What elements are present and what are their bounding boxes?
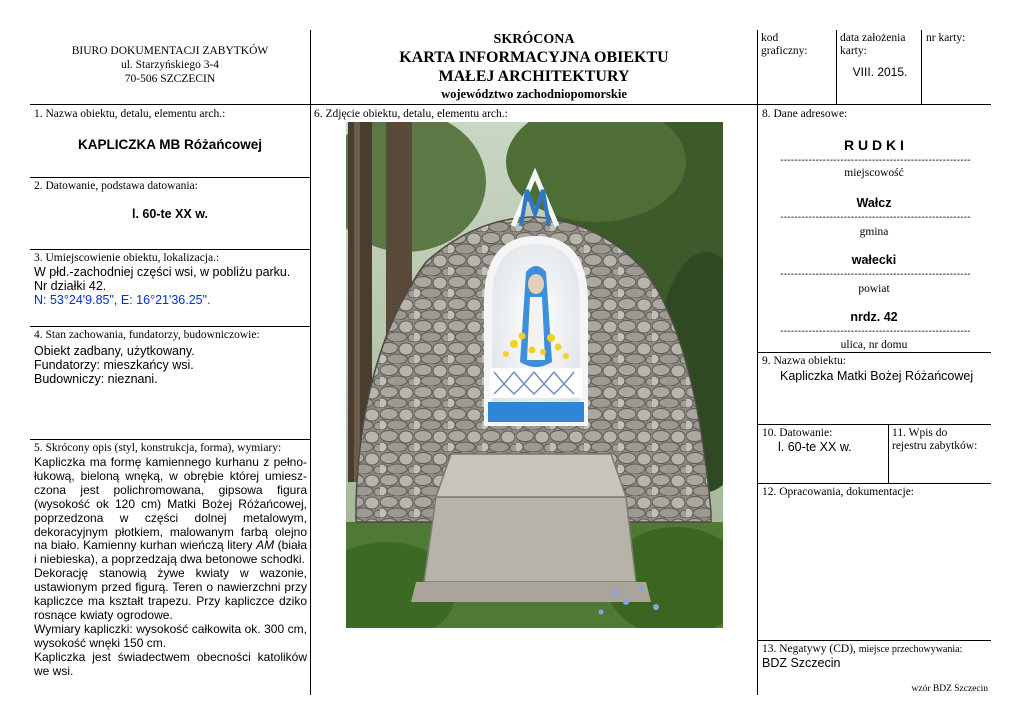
s1-bottom (30, 177, 310, 178)
s5-paragraph-4: Kapliczka jest świadectwem obecności katolików we wsi. (34, 649, 307, 678)
chapel-photo (346, 122, 723, 628)
s5-p1-letters: AM (256, 538, 275, 553)
chapel-photo-illustration (346, 122, 723, 628)
data-label-2: karty: (840, 45, 867, 57)
s10-s11-divider (888, 424, 889, 483)
title-line-3: MAŁEJ ARCHITEKTURY (438, 68, 630, 85)
header-bottom-line (30, 104, 991, 105)
kod-graficzny-field[interactable] (761, 32, 835, 58)
s11-label-2: rejestru zabytków: (892, 440, 978, 452)
office-name: BIURO DOKUMENTACJI ZABYTKÓW (71, 45, 269, 57)
kod-label-1: kod (761, 32, 779, 44)
s3-coordinates: N: 53°24'9.85", E: 16°21'36.25". (34, 293, 211, 307)
s3-content (34, 265, 308, 307)
footer-template-note: wzór BDZ Szczecin (911, 684, 988, 694)
ulica-dashes: ------------------------------------------------------ (780, 326, 971, 337)
data-label-1: data założenia (840, 32, 906, 44)
column-divider-left (310, 30, 311, 695)
gmina-dashes: ------------------------------------------------------ (780, 212, 971, 223)
s5-paragraph-2: Dekorację stanowią żywe kwiaty w wazonie, ustawionym przed figurą. Teren o nawierzchni przy kapliczce ma kształt trapezu. Przy kapliczce dziko rosnące kwiaty ogrodowe. (34, 566, 307, 622)
s4-bottom (30, 439, 310, 440)
ulica-value: nrdz. 42 (850, 310, 898, 324)
data-zalozenia-field[interactable] (840, 32, 920, 79)
gmina-label: gmina (859, 226, 889, 238)
s13-value: BDZ Szczecin (762, 656, 841, 670)
card-title (311, 30, 757, 103)
s12-bottom (757, 640, 991, 641)
header-divider-1 (836, 30, 837, 104)
office-street: ul. Starzyńskiego 3-4 (120, 59, 220, 71)
s5-p1-text-end: (biała i niebieska), a poprzedzają dwa betonowe schodki. (34, 538, 307, 567)
data-value: VIII. 2015. (852, 65, 908, 79)
header-divider-2 (921, 30, 922, 104)
s9-bottom (757, 424, 991, 425)
nr-karty-label: nr karty: (926, 32, 966, 44)
s4-label: 4. Stan zachowania, fundatorzy, budowniczowie: (34, 329, 260, 341)
miejscowosc-value: R U D K I (844, 137, 904, 153)
s9-value: Kapliczka Matki Bożej Różańcowej (780, 369, 974, 383)
s1-value: KAPLICZKA MB Różańcowej (77, 137, 262, 152)
s5-description (34, 456, 307, 679)
office-block (30, 44, 310, 86)
s4-content (34, 344, 308, 386)
title-line-2: KARTA INFORMACYJNA OBIEKTU (399, 49, 669, 66)
title-line-4: województwo zachodniopomorskie (441, 87, 627, 101)
s5-paragraph-1 (34, 456, 307, 567)
s5-paragraph-3: Wymiary kapliczki: wysokość całkowita ok. 300 cm, wysokość wnęki 150 cm. (34, 621, 307, 650)
powiat-value: wałecki (851, 253, 897, 267)
s6-label: 6. Zdjęcie obiektu, detalu, elementu arch.: (314, 108, 508, 120)
s2-label: 2. Datowanie, podstawa datowania: (34, 180, 198, 192)
s12-label: 12. Opracowania, dokumentacje: (762, 486, 914, 498)
s5-label: 5. Skrócony opis (styl, konstrukcja, forma), wymiary: (34, 442, 282, 454)
s11-label-1: 11. Wpis do (892, 427, 948, 439)
s3-line-1: W płd.-zachodniej części wsi, w pobliżu parku. (34, 265, 291, 279)
miejscowosc-dashes: ------------------------------------------------------ (780, 155, 971, 166)
s4-line-3: Budowniczy: nieznani. (34, 372, 158, 386)
powiat-label: powiat (858, 283, 890, 295)
s8-bottom (757, 352, 991, 353)
column-divider-right (757, 30, 758, 695)
s5-p1-text: Kapliczka ma formę kamiennego kurhanu z pełno-łukową, bieloną wnęką, w obrębie której umiesz-czona jest polichromowana, gipsowa figura (wysokość ok 120 cm) Matki Bożej Różańcowej, poprzedzona w części dolnej metalowym, dekoracyjnym płotkiem, malowanym farbą olejno na biało. Kamienny kurhan wieńczą litery (34, 455, 307, 553)
s4-line-2: Fundatorzy: mieszkańcy wsi. (34, 358, 194, 372)
s3-bottom (30, 326, 310, 327)
miejscowosc-label: miejscowość (844, 167, 904, 179)
s4-line-1: Obiekt zadbany, użytkowany. (34, 344, 195, 358)
ulica-label: ulica, nr domu (840, 339, 908, 351)
s10-value: l. 60-te XX w. (778, 440, 852, 454)
s10-bottom (757, 483, 991, 484)
gmina-value: Wałcz (856, 196, 892, 210)
s9-label: 9. Nazwa obiektu: (762, 355, 846, 367)
s13-label (762, 643, 990, 656)
s13-label-b: miejsce przechowywania: (858, 644, 963, 655)
office-city: 70-506 SZCZECIN (124, 73, 216, 85)
s11-label (892, 427, 990, 453)
title-line-1: SKRÓCONA (493, 32, 575, 47)
kod-label-2: graficzny: (761, 45, 808, 57)
s2-value: l. 60-te XX w. (132, 207, 208, 221)
s1-label: 1. Nazwa obiektu, detalu, elementu arch.: (34, 108, 226, 120)
s10-label: 10. Datowanie: (762, 427, 833, 439)
s3-line-2: Nr działki 42. (34, 279, 107, 293)
s13-label-a: 13. Negatywy (CD), (762, 643, 859, 655)
s2-bottom (30, 249, 310, 250)
s8-label: 8. Dane adresowe: (762, 108, 848, 120)
powiat-dashes: ------------------------------------------------------ (780, 269, 971, 280)
s3-label: 3. Umiejscowienie obiektu, lokalizacja.: (34, 252, 220, 264)
nr-karty-field[interactable] (926, 32, 990, 45)
